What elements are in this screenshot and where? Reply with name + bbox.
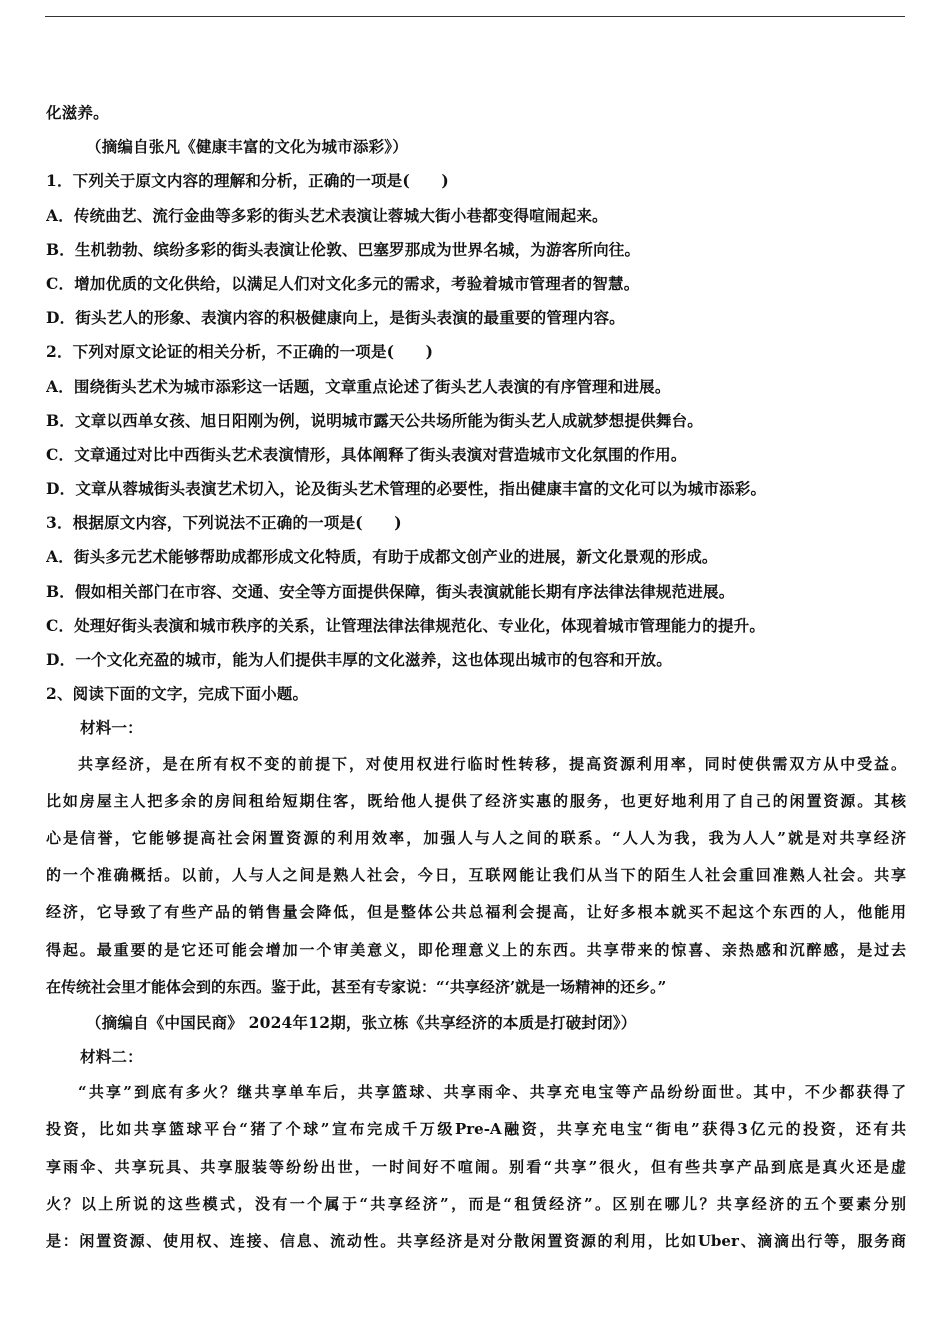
header-rule [45, 16, 905, 17]
material-2-line: 投资，比如共享篮球平台“猪了个球”宣布完成千万级Pre-A融资，共享充电宝“街电”获得3亿元的投资，还有共 [46, 1120, 906, 1139]
source-citation-2: （摘编自《中国民商》 2024年12期，张立栋《共享经济的本质是打破封闭》） [86, 1012, 637, 1032]
question-3-stem: 3．根据原文内容，下列说法不正确的一项是( ) [46, 513, 402, 533]
question-3-option-c: C．处理好街头表演和城市秩序的关系，让管理法律法律规范化、专业化，体现着城市管理能力的提升。 [46, 615, 766, 635]
document-body [46, 96, 906, 1260]
question-2-option-c: C．文章通过对比中西街头艺术表演情形，具体阐释了街头表演对营造城市文化氛围的作用。 [46, 444, 687, 464]
source-citation-1: （摘编自张凡《健康丰富的文化为城市添彩》） [86, 137, 408, 157]
material-1-line: 的一个准确概括。以前，人与人之间是熟人社会，今日，互联网能让我们从当下的陌生人社会重回准熟人社会。共享 [46, 866, 906, 885]
intro-tail: 化滋养。 [46, 103, 109, 122]
material-1-line: 在传统社会里才能体会到的东西。鉴于此，甚至有专家说：“‘共享经济’就是一场精神的还乡。” [46, 977, 667, 996]
material-1-line: 比如房屋主人把多余的房间租给短期住客，既给他人提供了经济实惠的服务，也更好地利用了自己的闲置资源。其核 [46, 791, 906, 810]
question-1-option-c: C．增加优质的文化供给，以满足人们对文化多元的需求，考验着城市管理者的智慧。 [46, 273, 640, 293]
question-2-stem: 2．下列对原文论证的相关分析，不正确的一项是( ) [46, 342, 434, 362]
material-1-line: 共享经济，是在所有权不变的前提下，对使用权进行临时性转移，提高资源利用率，同时使供需双方从中受益。 [78, 754, 906, 773]
material-1-line: 得起。最重要的是它还可能会增加一个审美意义，即伦理意义上的东西。共享带来的惊喜、亲热感和沉醉感，是过去 [46, 940, 906, 959]
material-2-line: 火？以上所说的这些模式，没有一个属于“共享经济”，而是“租赁经济”。区别在哪儿？共享经济的五个要素分别 [46, 1194, 906, 1213]
question-3-option-d: D．一个文化充盈的城市，能为人们提供丰厚的文化滋养，这也体现出城市的包容和开放。 [46, 650, 672, 669]
material-2-line: “共享”到底有多火？继共享单车后，共享篮球、共享雨伞、共享充电宝等产品纷纷面世。其中，不少都获得了 [78, 1083, 906, 1102]
question-1-stem: 1．下列关于原文内容的理解和分析，正确的一项是( ) [46, 171, 449, 191]
question-2-option-a: A．围绕街头艺术为城市添彩这一话题，文章重点论述了街头艺人表演的有序管理和进展。 [46, 376, 671, 396]
question-3-option-a: A．街头多元艺术能够帮助成都形成文化特质，有助于成都文创产业的进展，新文化景观的形成。 [46, 547, 718, 567]
question-1-option-a: A．传统曲艺、流行金曲等多彩的街头艺术表演让蓉城大街小巷都变得喧闹起来。 [46, 205, 608, 225]
section-2-heading: 2、阅读下面的文字，完成下面小题。 [46, 684, 309, 704]
material-1-label: 材料一： [80, 718, 143, 738]
question-2-option-d: D．文章从蓉城街头表演艺术切入，论及街头艺术管理的必要性，指出健康丰富的文化可以为城市添彩。 [46, 479, 767, 499]
question-1-option-d: D．街头艺人的形象、表演内容的积极健康向上，是街头表演的最重要的管理内容。 [46, 308, 625, 328]
question-1-option-b: B．生机勃勃、缤纷多彩的街头表演让伦敦、巴塞罗那成为世界名城，为游客所向往。 [46, 239, 641, 259]
material-2-label: 材料二： [80, 1047, 143, 1067]
question-3-option-b: B．假如相关部门在市容、交通、安全等方面提供保障，街头表演就能长期有序法律法律规范进展。 [46, 581, 735, 601]
material-2-line: 享雨伞、共享玩具、共享服装等纷纷出世，一时间好不喧闹。别看“共享”很火，但有些共享产品到底是真火还是虚 [46, 1157, 906, 1176]
material-2-line: 是：闲置资源、使用权、连接、信息、流动性。共享经济是对分散闲置资源的利用，比如Uber、滴滴出行等，服务商 [46, 1232, 906, 1250]
question-2-option-b: B．文章以西单女孩、旭日阳刚为例，说明城市露天公共场所能为街头艺人成就梦想提供舞台。 [46, 410, 704, 430]
material-1-line: 经济，它导致了有些产品的销售量会降低，但是整体公共总福利会提高，让好多根本就买不起这个东西的人，他能用 [46, 903, 906, 922]
material-1-line: 心是信誉，它能够提高社会闲置资源的利用效率，加强人与人之间的联系。“人人为我，我为人人”就是对共享经济 [46, 828, 906, 847]
